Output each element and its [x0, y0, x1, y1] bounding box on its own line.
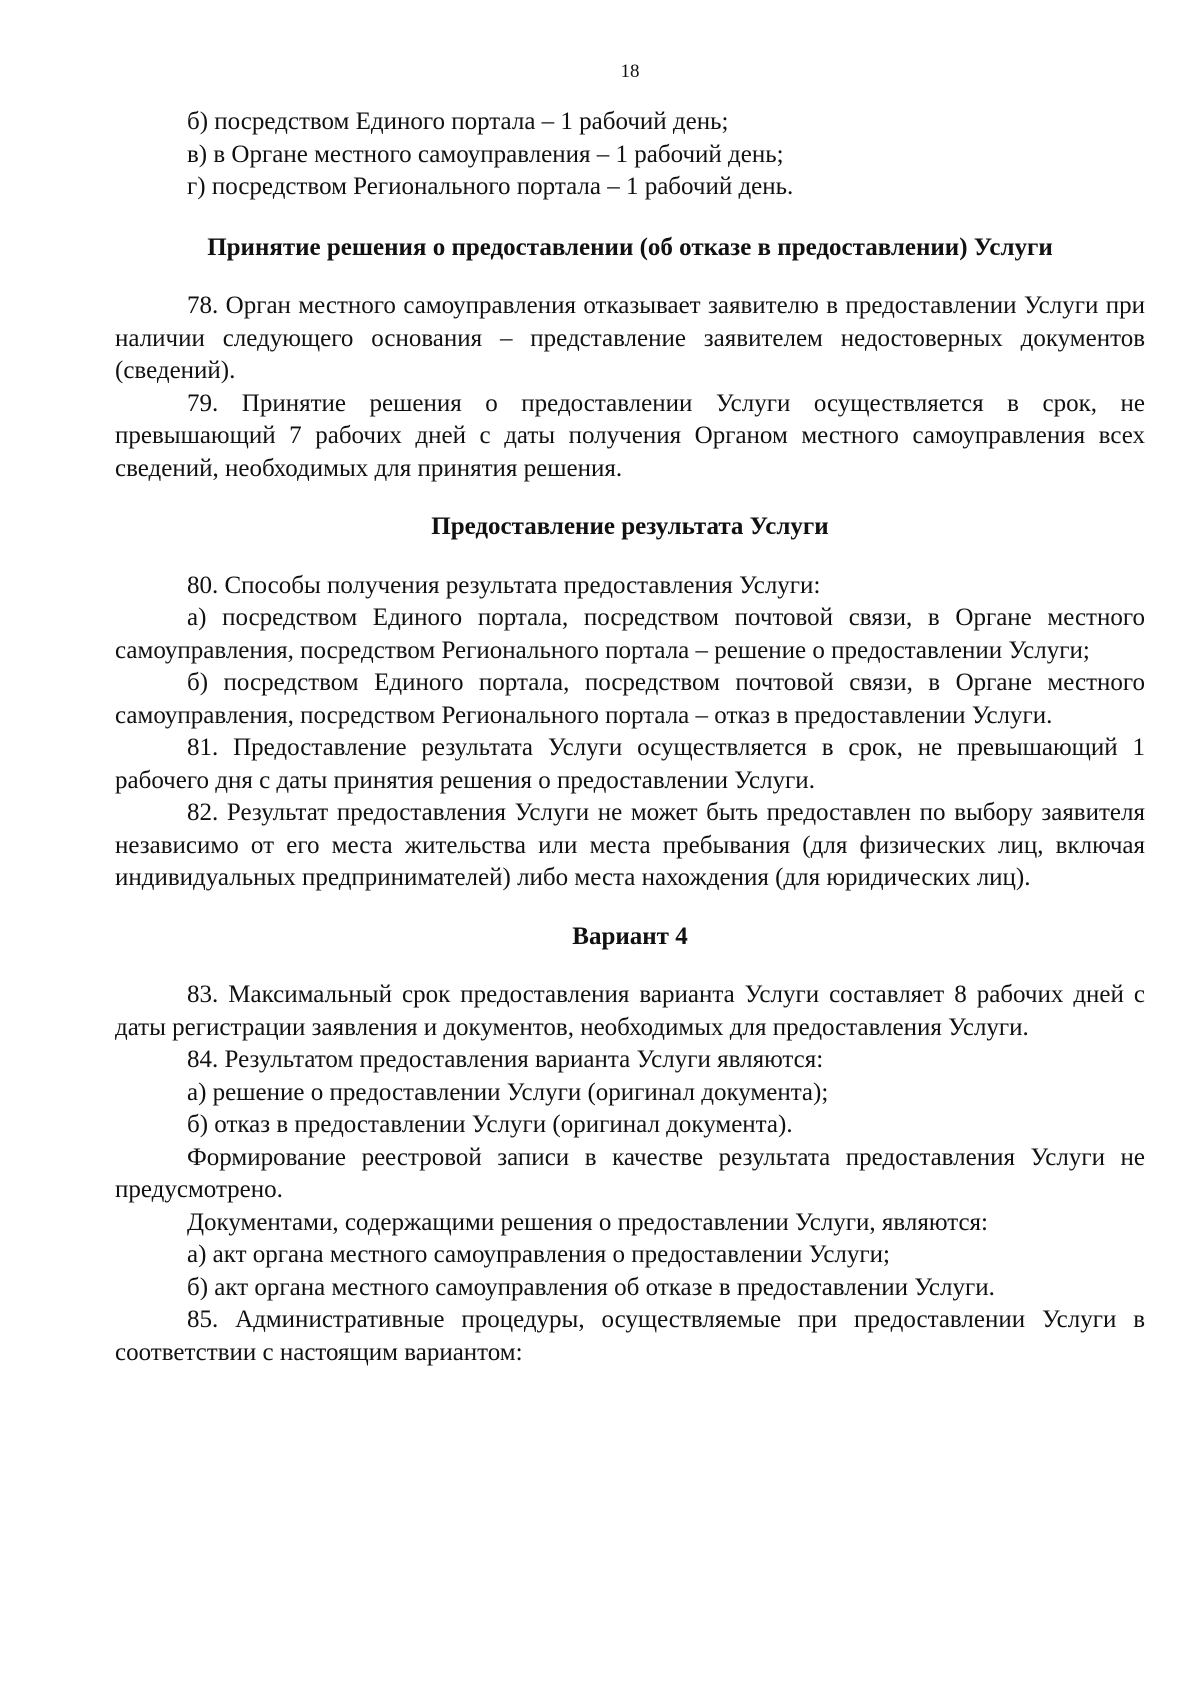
paragraph-84-registry: Формирование реестровой записи в качестве результата предоставления Услуги не предусмотрено. — [115, 1143, 1145, 1203]
paragraph-84-b: б) отказ в предоставлении Услуги (оригинал документа). — [187, 1111, 793, 1138]
paragraph-84-act-a: а) акт органа местного самоуправления о предоставлении Услуги; — [187, 1241, 890, 1268]
paragraph-78: 78. Орган местного самоуправления отказывает заявителю в предоставлении Услуги при наличии следующего основания – представление заявителем недостоверных документов (сведений). — [115, 292, 1145, 384]
paragraph-84-documents: Документами, содержащими решения о предоставлении Услуги, являются: — [187, 1208, 988, 1236]
paragraph-82: 82. Результат предоставления Услуги не может быть предоставлен по выбору заявителя независимо от его места жительства или места пребывания (для физических лиц, включая индивидуальных предпринимателей) либо места нахождения (для юридических лиц). — [115, 799, 1145, 891]
list-item-b: б) посредством Единого портала – 1 рабочий день; — [187, 108, 729, 135]
list-item-g: г) посредством Регионального портала – 1 рабочий день. — [187, 173, 794, 200]
page-number: 18 — [620, 61, 640, 82]
paragraph-84-a: а) решение о предоставлении Услуги (оригинал документа); — [187, 1078, 829, 1106]
paragraph-80-a: а) посредством Единого портала, посредством почтовой связи, в Органе местного самоуправления, посредством Регионального портала – решение о предоставлении Услуги; — [115, 604, 1145, 664]
paragraph-79: 79. Принятие решения о предоставлении Услуги осуществляется в срок, не превышающий 7 рабочих дней с даты получения Органом местного самоуправления всех сведений, необходимых для принятия решения. — [115, 389, 1145, 482]
paragraph-83: 83. Максимальный срок предоставления варианта Услуги составляет 8 рабочих дней с даты регистрации заявления и документов, необходимых для предоставления Услуги. — [115, 981, 1145, 1041]
paragraph-81: 81. Предоставление результата Услуги осуществляется в срок, не превышающий 1 рабочего дня с даты принятия решения о предоставлении Услуги. — [115, 734, 1145, 794]
paragraph-80: 80. Способы получения результата предоставления Услуги: — [187, 571, 821, 599]
section-heading-result: Предоставление результата Услуги — [431, 513, 829, 540]
paragraph-85: 85. Административные процедуры, осуществляемые при предоставлении Услуги в соответствии с настоящим вариантом: — [115, 1306, 1145, 1366]
list-item-v: в) в Органе местного самоуправления – 1 рабочий день; — [187, 140, 784, 168]
paragraph-84: 84. Результатом предоставления варианта Услуги являются: — [187, 1046, 824, 1073]
section-heading-decision: Принятие решения о предоставлении (об отказе в предоставлении) Услуги — [207, 233, 1053, 261]
paragraph-80-b: б) посредством Единого портала, посредством почтовой связи, в Органе местного самоуправления, посредством Регионального портала – отказ в предоставлении Услуги. — [115, 669, 1145, 729]
section-heading-variant-4: Вариант 4 — [572, 922, 688, 950]
document-page — [115, 60, 1145, 1369]
paragraph-84-act-b: б) акт органа местного самоуправления об отказе в предоставлении Услуги. — [187, 1273, 995, 1301]
